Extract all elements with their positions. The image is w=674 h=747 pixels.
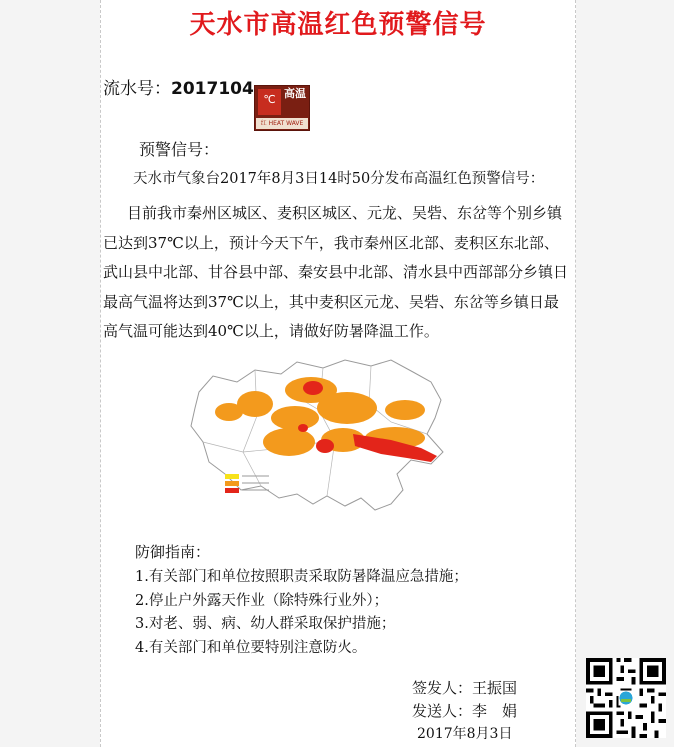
guide-item: 4.有关部门和单位要特别注意防火。: [135, 639, 367, 656]
zone-red: [303, 381, 323, 395]
zone-orange: [317, 392, 377, 424]
serial-label: 流水号：: [103, 79, 171, 99]
guide-title: 防御指南：: [135, 543, 211, 561]
map-image: [185, 356, 453, 516]
guide-item: 1.有关部门和单位按照职责采取防暑降温应急措施；: [135, 569, 468, 585]
guide-item: 3.对老、弱、病、幼人群采取保护措施；: [135, 616, 396, 632]
zone-orange: [385, 400, 425, 420]
zone-red: [316, 439, 334, 453]
legend-swatch-red: [225, 488, 239, 493]
legend-swatch-yellow: [225, 474, 239, 479]
guide-item: 2.停止户外露天作业（除特殊行业外）；: [135, 592, 389, 609]
qr-code-icon: [586, 658, 666, 738]
issue-line: 天水市气象台2017年8月3日14时50分发布高温红色预警信号：: [133, 171, 545, 187]
badge-bottom-strip: [256, 118, 308, 129]
issue-date: 2017年8月3日: [417, 726, 513, 742]
sender: 发送人：李 娟: [412, 702, 518, 720]
zone-orange: [237, 391, 273, 417]
serial-number-line: [103, 74, 254, 99]
document-page: [100, 0, 576, 747]
page-title: 天水市高温红色预警信号: [189, 10, 487, 40]
badge-top-text: 高温: [284, 87, 306, 100]
guide-list: [135, 566, 468, 660]
heat-wave-warning-icon: [254, 85, 310, 131]
issuer: 签发人：王振国: [412, 679, 518, 697]
serial-number: 2017104: [171, 79, 254, 99]
qr-logo-icon: [620, 692, 633, 705]
badge-english: HEAT WAVE: [268, 120, 304, 127]
temperature-forecast-map: [185, 356, 453, 516]
thermometer-house-icon: [258, 89, 281, 115]
zone-orange: [271, 406, 319, 430]
signal-label: 预警信号：: [139, 140, 220, 159]
warning-body: 目前我市秦州区城区、麦积区城区、元龙、吴砦、东岔等个别乡镇已达到37℃以上，预计今天下午，我市秦州区北部、麦积区东北部、武山县中北部、甘谷县中部、秦安县中北部、清水县中西部部分乡镇日最高气温将达到37℃以上，其中麦积区元龙、吴砦、东岔等乡镇日最高气温可能达到40℃以上，请做好防暑降温工作。: [103, 204, 569, 340]
zone-orange: [263, 428, 315, 456]
zone-red: [298, 424, 308, 432]
temp-symbol: ℃: [263, 93, 276, 106]
legend-swatch-orange: [225, 481, 239, 486]
badge-level: 红: [260, 120, 267, 127]
